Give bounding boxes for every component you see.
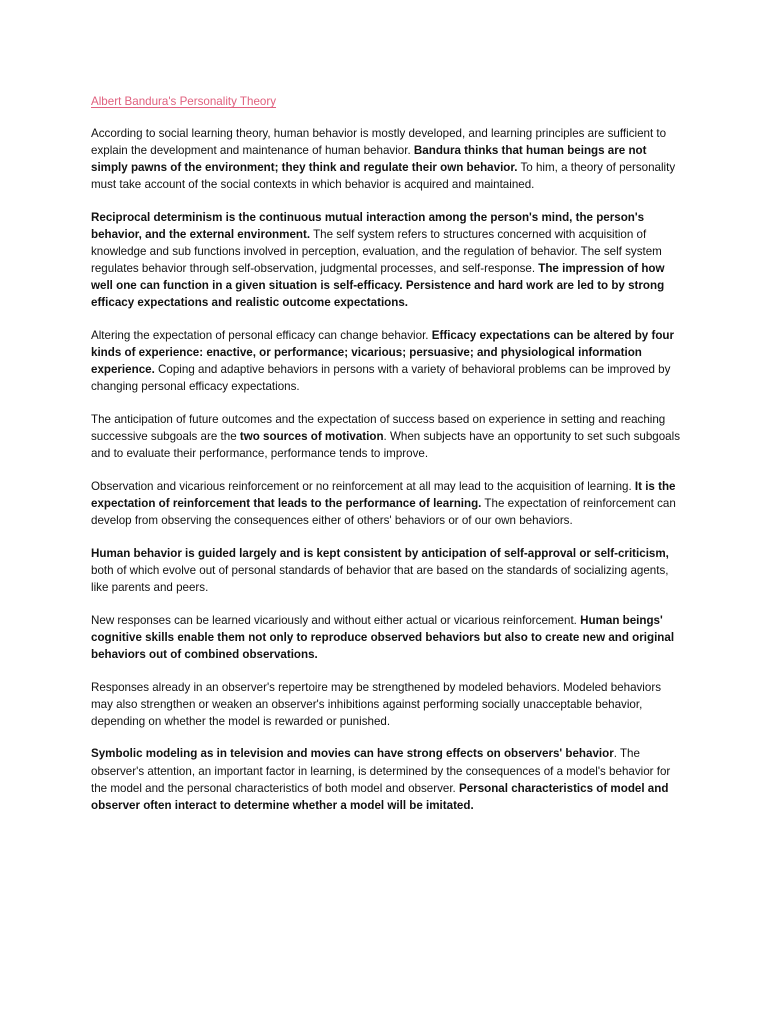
document-body <box>91 93 681 829</box>
text-run-bold: two sources of motivation <box>239 430 384 444</box>
text-run: Observation and vicarious reinforcement or no reinforcement at all may lead to the acquisition of learning. <box>91 479 635 493</box>
text-run: Responses already in an observer's repertoire may be strengthened by modeled behaviors. Modeled behaviors may also strengthen or weaken an observer's inhibitions against performing socially unacceptable behavior, depending on whether the model is rewarded or punished. <box>91 680 661 728</box>
text-run-bold: Human beings' cognitive skills enable them not only to reproduce observed behaviors but also to create new and original behaviors out of combined observations. <box>91 613 675 661</box>
paragraph-new-responses <box>91 612 681 663</box>
text-run-bold: Symbolic modeling as in television and movies can have strong effects on observers' behavior <box>91 747 614 761</box>
text-run-bold: The impression of how well one can function in a given situation is self-efficacy. Persistence and hard work are led to by strong efficacy expectations and realistic outcome expectations. <box>91 262 665 310</box>
paragraph-social-learning <box>91 125 681 193</box>
text-run: . When subjects have an opportunity to set such subgoals and to evaluate their performance, performance tends to improve. <box>91 430 680 461</box>
paragraph-efficacy <box>91 327 681 395</box>
text-run-bold: Efficacy expectations can be altered by four kinds of experience: enactive, or performance; vicarious; persuasive; and physiological information experience. <box>91 329 675 377</box>
text-run: . The observer's attention, an important factor in learning, is determined by the consequences of a model's behavior for the model and the personal characteristics of both model and observer. <box>91 747 671 795</box>
text-run-bold: It is the expectation of reinforcement that leads to the performance of learning. <box>91 479 676 511</box>
text-run-bold: Reciprocal determinism is the continuous mutual interaction among the person's mind, the person's behavior, and the external environment. <box>91 210 645 242</box>
paragraph-modeled-behaviors <box>91 679 681 730</box>
text-run: The expectation of reinforcement can develop from observing the consequences either of others' behaviors or of our own behaviors. <box>91 497 676 528</box>
document-title: Albert Bandura's Personality Theory <box>91 95 277 108</box>
paragraph-symbolic-modeling <box>91 745 681 813</box>
text-run: Coping and adaptive behaviors in persons with a variety of behavioral problems can be improved by changing personal efficacy expectations. <box>91 363 671 394</box>
paragraph-reinforcement <box>91 478 681 529</box>
paragraph-reciprocal-determinism <box>91 209 681 312</box>
paragraph-motivation <box>91 411 681 462</box>
paragraph-self-approval <box>91 545 681 596</box>
text-run: The anticipation of future outcomes and the expectation of success based on experience in setting and reaching successive subgoals are the <box>91 413 666 444</box>
text-run: The self system refers to structures concerned with acquisition of knowledge and sub functions involved in perception, evaluation, and the regulation of behavior. The self system regulates behavior through self-observation, judgmental processes, and self-response. <box>91 228 662 276</box>
text-run-bold: Bandura thinks that human beings are not simply pawns of the environment; they think and regulate their own behavior. <box>91 144 647 175</box>
text-run: both of which evolve out of personal standards of behavior that are based on the standards of socializing agents, like parents and peers. <box>91 563 669 595</box>
text-run: To him, a theory of personality must take account of the social contexts in which behavior is acquired and maintained. <box>91 161 676 192</box>
text-run-bold: Personal characteristics of model and observer often interact to determine whether a model will be imitated. <box>91 781 669 812</box>
text-run: Altering the expectation of personal efficacy can change behavior. <box>91 329 432 343</box>
text-run: According to social learning theory, human behavior is mostly developed, and learning principles are sufficient to explain the development and maintenance of human behavior. <box>91 127 667 158</box>
text-run-bold: Human behavior is guided largely and is kept consistent by anticipation of self-approval or self-criticism, <box>91 546 669 560</box>
text-run: New responses can be learned vicariously and without either actual or vicarious reinforcement. <box>91 613 581 627</box>
